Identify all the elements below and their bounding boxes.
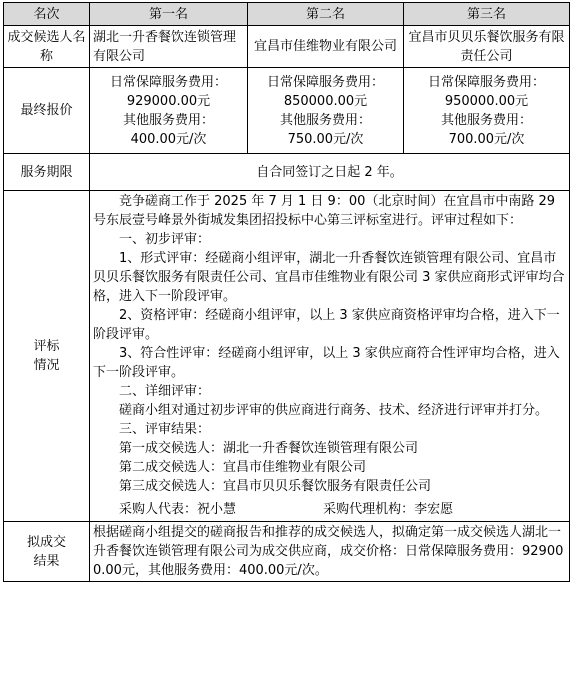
header-first: 第一名 [90, 3, 248, 26]
review-label-line2: 情况 [33, 358, 60, 373]
result-text: 根据磋商小组提交的磋商报告和推荐的成交候选人，拟确定第一成交候选人湖北一升香餐饮连锁管理有限公司为成交供应商，成交价格：日常保障服务费用：929000.00元，其他服务费用：400.00元/次。 [90, 522, 570, 582]
price-first-line2: 929000.00元 [126, 93, 211, 109]
review-s1-2: 2、资格评审：经磋商小组评审，以上 3 家供应商资格评审均合格，进入下一阶段评审。 [93, 308, 560, 342]
result-row [4, 522, 570, 582]
price-label: 最终报价 [4, 68, 90, 154]
term-row [4, 154, 570, 191]
candidate-second: 宜昌市佳维物业有限公司 [248, 26, 404, 68]
price-third [404, 68, 570, 154]
price-first-line1: 日常保障服务费用： [109, 74, 227, 90]
candidate-third: 宜昌市贝贝乐餐饮服务有限责任公司 [404, 26, 570, 68]
price-second-line3: 其他服务费用： [279, 112, 371, 128]
review-row [4, 191, 570, 522]
review-s3-title: 三、评审结果： [119, 422, 211, 437]
review-s1-3: 3、符合性评审：经磋商小组评审，以上 3 家供应商符合性评审均合格，进入下一阶段评审。 [93, 346, 560, 380]
price-third-line2: 950000.00元 [444, 93, 529, 109]
candidate-first: 湖北一升香餐饮连锁管理有限公司 [90, 26, 248, 68]
review-s2-text: 磋商小组对通过初步评审的供应商进行商务、技术、经济进行评审并打分。 [119, 403, 549, 418]
review-label-line1: 评标 [33, 339, 60, 354]
price-first-line4: 400.00元/次 [130, 131, 207, 147]
review-label [4, 191, 90, 522]
buyer-representative: 采购人代表：祝小慧 [119, 502, 237, 517]
price-second-line1: 日常保障服务费用： [266, 74, 384, 90]
price-third-line1: 日常保障服务费用： [427, 74, 545, 90]
result-label [4, 522, 90, 582]
result-label-line2: 结果 [33, 553, 60, 569]
price-first [90, 68, 248, 154]
header-third: 第三名 [404, 3, 570, 26]
review-result-2: 第二成交候选人：宜昌市佳维物业有限公司 [119, 460, 367, 475]
term-value: 自合同签订之日起 2 年。 [90, 154, 570, 191]
price-second [248, 68, 404, 154]
review-result-1: 第一成交候选人：湖北一升香餐饮连锁管理有限公司 [119, 441, 419, 456]
header-rank: 名次 [4, 3, 90, 26]
review-result-3: 第三成交候选人：宜昌市贝贝乐餐饮服务有限责任公司 [119, 479, 432, 494]
review-s1-title: 一、初步评审： [119, 232, 211, 247]
procurement-agency: 采购代理机构：李宏愿 [323, 502, 454, 517]
result-table [3, 2, 570, 582]
result-label-line1: 拟成交 [26, 534, 66, 550]
review-content [90, 191, 570, 522]
candidate-row [4, 26, 570, 68]
review-s1-1: 1、形式评审：经磋商小组评审，湖北一升香餐饮连锁管理有限公司、宜昌市贝贝乐餐饮服务有限责任公司、宜昌市佳维物业有限公司 3 家供应商形式评审均合格，进入下一阶段评审。 [93, 251, 565, 304]
term-label: 服务期限 [4, 154, 90, 191]
price-third-line3: 其他服务费用： [440, 112, 532, 128]
price-row [4, 68, 570, 154]
price-first-line3: 其他服务费用： [122, 112, 214, 128]
price-second-line4: 750.00元/次 [287, 131, 364, 147]
candidate-label: 成交候选人名称 [4, 26, 90, 68]
price-third-line4: 700.00元/次 [448, 131, 525, 147]
review-intro: 竞争磋商工作于 2025 年 7 月 1 日 9：00（北京时间）在宜昌市中南路 29 号东辰壹号峰景外街城发集团招投标中心第三评标室进行。评审过程如下： [93, 194, 556, 228]
review-s2-title: 二、详细评审： [119, 384, 211, 399]
header-second: 第二名 [248, 3, 404, 26]
header-row [4, 3, 570, 26]
signature-line [93, 500, 566, 519]
price-second-line2: 850000.00元 [283, 93, 368, 109]
